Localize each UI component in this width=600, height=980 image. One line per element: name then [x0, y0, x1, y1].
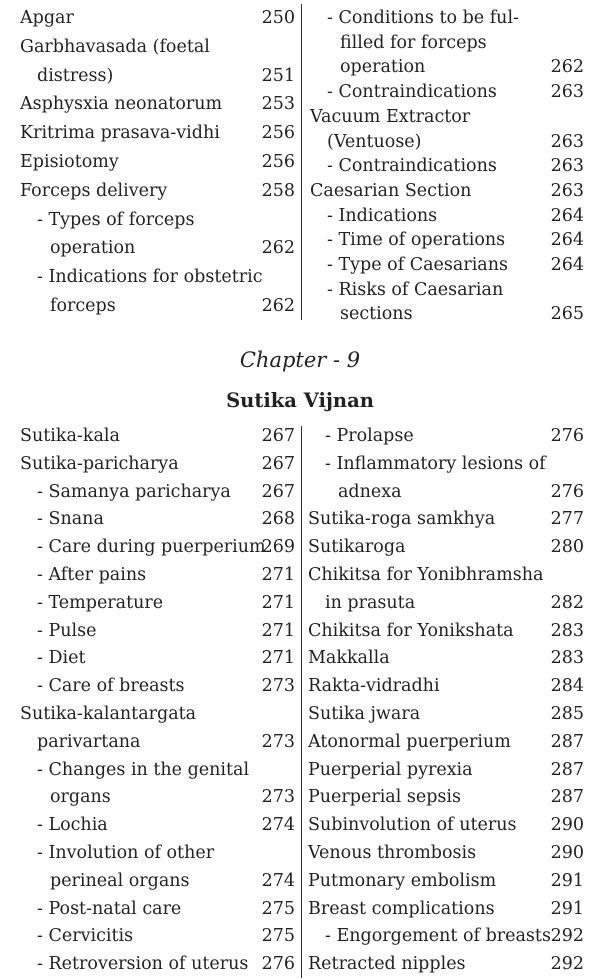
toc-entry-page: 262 — [261, 296, 295, 316]
toc-entry-page: 290 — [550, 815, 584, 836]
toc-entry-page: 263 — [550, 82, 584, 103]
toc-entry-label: parivartana — [37, 731, 141, 752]
chapter-title: Sutika Vijnan — [226, 389, 374, 412]
toc-entry-label: - Time of operations — [327, 230, 506, 251]
toc-entry-page: 271 — [261, 620, 295, 641]
toc-entry-label: - Cervicitis — [37, 926, 134, 947]
toc-entry-page: 276 — [550, 481, 584, 502]
toc-entry-label: Puerperial sepsis — [308, 787, 461, 808]
toc-entry-label: Kritrima prasava-vidhi — [20, 123, 220, 144]
toc-entry-page: 287 — [550, 759, 584, 780]
toc-entry-label: Episiotomy — [20, 152, 119, 172]
toc-entry-label: - Samanya paricharya — [37, 481, 231, 502]
toc-entry-page: 274 — [261, 815, 295, 836]
toc-entry-page: 263 — [550, 180, 584, 201]
toc-entry-label: - Involution of other — [37, 843, 215, 863]
toc-entry-label: Breast complications — [308, 898, 495, 919]
toc-column-bottom-right — [308, 426, 584, 976]
toc-entry-page: 256 — [261, 152, 295, 172]
toc-entry-page: 273 — [261, 676, 295, 697]
toc-entry-page: 263 — [550, 156, 584, 177]
toc-entry-page: 290 — [550, 843, 584, 863]
toc-entry-label: - Indications — [327, 205, 438, 226]
toc-entry-label: Asphysxia neonatorum — [20, 94, 223, 115]
toc-entry-page: 251 — [261, 65, 295, 86]
toc-entry-page: 264 — [550, 205, 584, 226]
toc-entry-page: 275 — [261, 898, 295, 919]
toc-entry-label: adnexa — [338, 481, 402, 502]
toc-entry-label: Chikitsa for Yonibhramsha — [308, 565, 544, 585]
toc-entry-page: 291 — [550, 898, 584, 919]
toc-entry-label: - Engorgement of breasts — [325, 926, 551, 947]
toc-entry-label: - Contraindications — [327, 156, 497, 177]
toc-entry-label: - Types of forceps — [37, 209, 195, 230]
toc-entry-page: 276 — [261, 954, 295, 975]
toc-entry-page: 283 — [550, 620, 584, 641]
chapter-heading: Chapter - 9 — [239, 348, 361, 372]
toc-entry-label: - After pains — [37, 565, 147, 585]
toc-entry-page: 267 — [261, 453, 295, 474]
toc-entry-label: - Changes in the genital — [37, 759, 250, 780]
toc-entry-page: 253 — [261, 94, 295, 115]
toc-entry-label: - Snana — [37, 509, 104, 530]
toc-entry-page: 258 — [261, 180, 295, 201]
toc-entry-label: - Diet — [37, 648, 86, 669]
toc-entry-label: - Type of Caesarians — [327, 255, 508, 275]
toc-entry-label: sections — [340, 304, 413, 325]
toc-entry-label: - Retroversion of uterus — [37, 954, 249, 975]
toc-entry-page: 267 — [261, 481, 295, 502]
toc-entry-label: - Inflammatory lesions of — [325, 453, 546, 474]
toc-entry-page: 284 — [550, 676, 584, 697]
toc-entry-page: 292 — [550, 954, 584, 975]
toc-entry-page: 292 — [550, 926, 584, 947]
toc-entry-page: 287 — [550, 787, 584, 808]
toc-entry-label: Apgar — [20, 8, 74, 28]
toc-entry-label: Rakta-vidradhi — [308, 676, 440, 697]
toc-entry-page: 282 — [550, 592, 584, 613]
toc-entry-label: Sutika-kalantargata — [20, 704, 197, 724]
toc-entry-label: Putmonary embolism — [308, 870, 497, 891]
toc-entry-page: 264 — [550, 230, 584, 251]
toc-entry-page: 268 — [261, 509, 295, 530]
toc-entry-label: Chikitsa for Yonikshata — [308, 620, 514, 641]
toc-entry-page: 265 — [550, 304, 584, 325]
toc-entry-page: 273 — [261, 731, 295, 752]
toc-entry-label: in prasuta — [325, 592, 416, 613]
toc-entry-label: - Pulse — [37, 620, 97, 641]
toc-entry-label: Garbhavasada (foetal — [20, 36, 210, 57]
toc-entry-label: perineal organs — [50, 870, 190, 891]
toc-column-top-left — [20, 8, 295, 328]
toc-entry-label: - Temperature — [37, 592, 164, 613]
toc-column-bottom-left — [20, 426, 295, 976]
toc-entry-label: - Care of breasts — [37, 676, 185, 697]
toc-entry-label: Retracted nipples — [308, 954, 466, 975]
toc-entry-page: 287 — [550, 731, 584, 752]
toc-entry-page: 277 — [550, 509, 584, 530]
toc-entry-label: Sutika-kala — [20, 426, 120, 446]
toc-column-top-right — [310, 8, 584, 338]
toc-entry-label: Atonormal puerperium — [308, 731, 511, 752]
toc-entry-page: 264 — [550, 255, 584, 275]
toc-entry-label: Makkalla — [308, 648, 390, 669]
toc-entry-label: - Conditions to be ful- — [327, 8, 519, 28]
toc-entry-page: 285 — [550, 704, 584, 724]
toc-entry-page: 291 — [550, 870, 584, 891]
toc-entry-label: forceps — [50, 296, 116, 316]
toc-entry-page: 274 — [261, 870, 295, 891]
toc-entry-label: (Ventuose) — [327, 131, 422, 152]
toc-entry-page: 262 — [550, 57, 584, 78]
toc-entry-label: - Lochia — [37, 815, 108, 836]
toc-entry-page: 267 — [261, 426, 295, 446]
toc-entry-label: Vacuum Extractor — [310, 106, 471, 127]
toc-entry-label: Forceps delivery — [20, 180, 168, 201]
toc-entry-page: 271 — [261, 592, 295, 613]
toc-entry-label: Subinvolution of uterus — [308, 815, 517, 836]
toc-entry-page: 271 — [261, 648, 295, 669]
toc-entry-label: operation — [50, 238, 136, 259]
toc-entry-page: 271 — [261, 565, 295, 585]
toc-entry-label: Puerperial pyrexia — [308, 759, 473, 780]
toc-entry-label: - Prolapse — [325, 426, 414, 446]
toc-entry-label: distress) — [37, 65, 114, 86]
column-divider-bottom — [301, 426, 302, 978]
toc-entry-label: - Indications for obstetric — [37, 267, 263, 288]
toc-entry-label: Sutikaroga — [308, 537, 406, 558]
toc-entry-page: 250 — [261, 8, 295, 28]
toc-entry-label: operation — [340, 57, 426, 78]
toc-entry-page: 280 — [550, 537, 584, 558]
toc-entry-page: 256 — [261, 123, 295, 144]
toc-entry-label: - Care during puerperium — [37, 537, 266, 558]
column-divider-top — [301, 4, 302, 320]
toc-entry-page: 276 — [550, 426, 584, 446]
toc-entry-page: 275 — [261, 926, 295, 947]
toc-entry-label: Sutika-paricharya — [20, 453, 179, 474]
toc-entry-label: - Post-natal care — [37, 898, 182, 919]
toc-entry-label: filled for forceps — [340, 32, 487, 53]
toc-entry-page: 262 — [261, 238, 295, 259]
toc-entry-page: 263 — [550, 131, 584, 152]
toc-entry-label: Venous thrombosis — [308, 843, 477, 863]
toc-entry-label: Sutika-roga samkhya — [308, 509, 496, 530]
toc-entry-label: organs — [50, 787, 111, 808]
toc-entry-label: - Contraindications — [327, 82, 497, 103]
toc-entry-page: 273 — [261, 787, 295, 808]
toc-entry-label: Sutika jwara — [308, 704, 421, 724]
toc-entry-page: 269 — [261, 537, 295, 558]
toc-entry-label: - Risks of Caesarian — [327, 279, 504, 300]
toc-entry-page: 283 — [550, 648, 584, 669]
toc-entry-label: Caesarian Section — [310, 180, 472, 201]
